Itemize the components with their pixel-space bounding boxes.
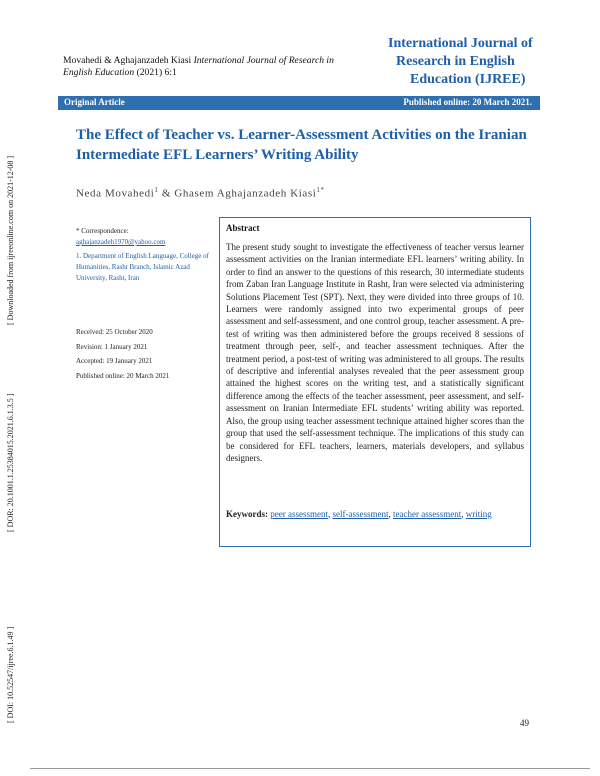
logo-line-3: Education (IJREE) [410,72,526,87]
article-type-label: Original Article [64,97,125,107]
correspondence-email-link[interactable]: aghajanzadeh1970@yahoo.com [76,238,166,246]
author-line [76,186,325,200]
revision-date: Revision: 1 January 2021 [76,342,148,351]
running-header-citation [63,55,363,78]
correspondence-label: * Correspondence: [76,227,129,235]
keyword-link[interactable]: writing [465,509,492,519]
affiliation: 1. Department of English Language, College of Humanities, Rasht Branch, Islamic Azad University, Rasht, Iran [76,252,209,282]
article-dates [76,325,218,383]
article-type-banner [58,96,540,110]
side-note-dor: [ DOR: 20.1001.1.25384015.2021.6.1.3.5 ] [6,393,15,532]
published-date-banner: Published online: 20 March 2021. [403,97,532,107]
header-journal: International Journal of Research in English Education [63,55,334,78]
keyword-link[interactable]: teacher assessment [392,509,462,519]
abstract-text: The present study sought to investigate the effectiveness of teacher versus learner assessment activities on the Iranian intermediate EFL learners’ writing ability. In order to find an answer to the questions of this research, 30 intermediate students from Zaban Iran Language Institute in Rasht, Iran were selected via administering Solutions Placement Test (SPT). Next, they were divided into three groups of 10. Learners were randomly assigned into two experimental groups of peer assessment and self-assessment, and one control group, teacher assessment. A pre-test of writing was then administered before the groups received 8 sessions of treatment through peer, self-, and teacher assessment techniques. After the treatment period, a post-test of writing was administered to all groups. The results of descriptive and inferential analyses revealed that the peer assessment group attained the highest scores on the writing test, and a statistically significant difference among the effects of the teacher assessment, peer assessment, and self-assessment on Iranian Intermediate EFL students’ writing ability was reported. Also, the group using teacher assessment technique attained higher scores than the group that used the self-assessment technique. The implications of this study can be considered for EFL teachers, learners, materials developers, and syllabus designers. [226,242,524,463]
author-1-affiliation-mark: 1 [154,186,159,194]
article-title: The Effect of Teacher vs. Learner-Assessment Activities on the Iranian Intermediate EFL Learners’ Writing Ability [76,127,527,163]
abstract-heading: Abstract [226,223,260,233]
keywords-line: Keywords: peer assessment, self-assessment, teacher assessment, writing [226,509,492,519]
correspondence-block [76,226,218,284]
header-year-volume: (2021) 6:1 [136,66,177,78]
author-separator: & [158,187,175,200]
header-authors: Movahedi & Aghajanzadeh Kiasi [63,55,192,66]
accepted-date: Accepted: 19 January 2021 [76,357,153,365]
published-online-date: Published online: 20 March 2021 [76,371,170,380]
keyword-link[interactable]: peer assessment [270,509,328,519]
bottom-divider [30,768,590,769]
keywords-label: Keywords: [226,509,268,519]
side-note-doi: [ DOI: 10.52547/ijree.6.1.49 ] [6,626,15,723]
side-note-downloaded: [ Downloaded from ijreeonline.com on 2021-12-08 ] [6,155,15,325]
logo-line-1: International Journal of [388,36,533,51]
journal-logo [388,35,538,89]
received-date: Received: 25 October 2020 [76,328,153,336]
page-number: 49 [520,718,529,728]
keyword-link[interactable]: self-assessment [332,509,389,519]
author-1: Neda Movahedi [76,187,155,200]
logo-line-2: Research in English [396,54,515,69]
author-2: Ghasem Aghajanzadeh Kiasi [174,187,317,200]
author-2-affiliation-mark: 1* [316,186,325,194]
